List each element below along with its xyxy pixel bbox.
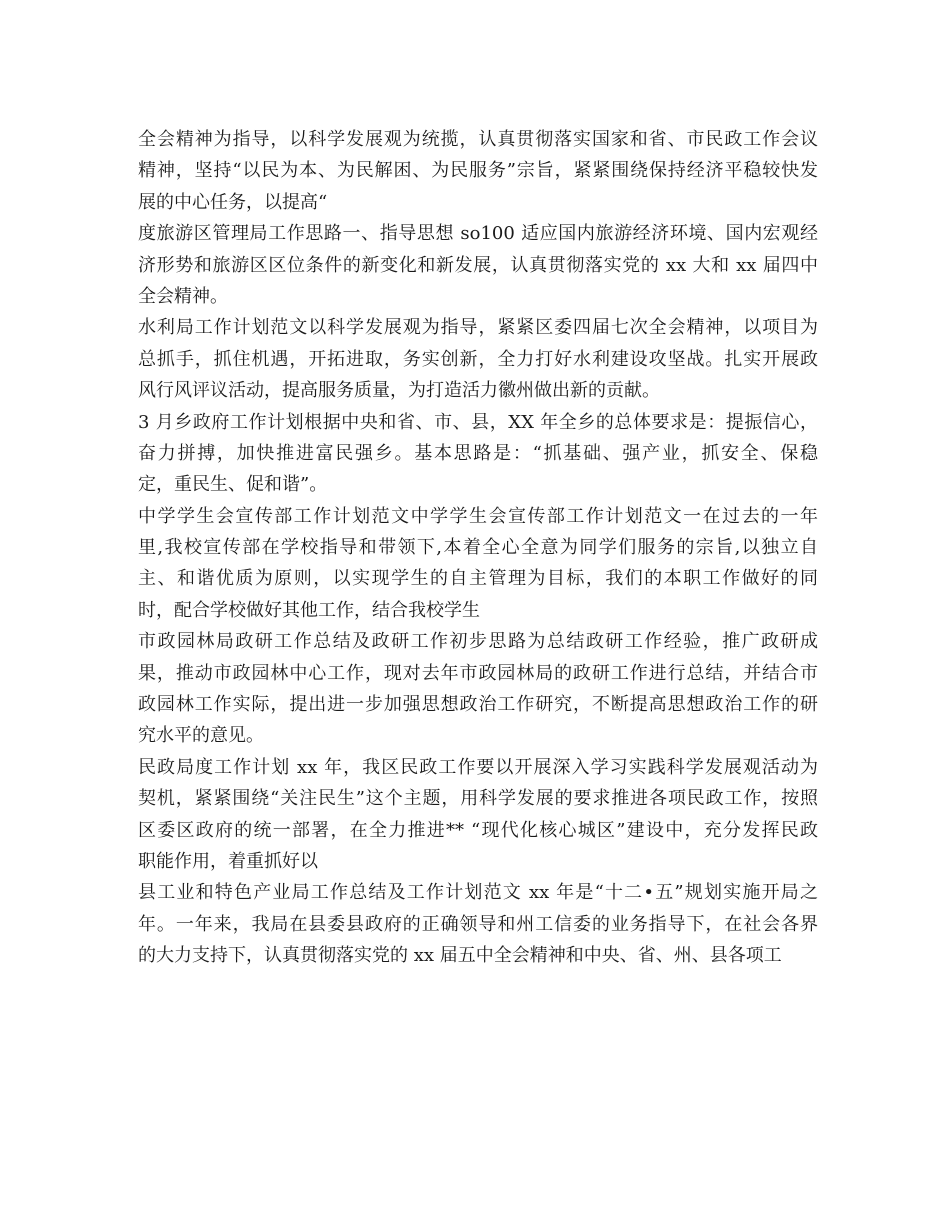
text-line: 度旅游区管理局工作思路一、指导思想 so100 适应国内旅游经济环境、国内宏观经	[138, 223, 818, 245]
document-body	[138, 124, 818, 972]
text-line: 究水平的意见。	[138, 725, 264, 747]
text-line: 精神，坚持“以民为本、为民解困、为民服务”宗旨，紧紧围绕保持经济平稳较快发	[138, 160, 818, 182]
text-line: 奋力拼搏，加快推进富民强乡。基本思路是：“抓基础、强产业，抓安全、保稳	[138, 442, 818, 464]
text-line: 的大力支持下，认真贯彻落实党的 xx 届五中全会精神和中央、省、州、县各项工	[138, 945, 782, 967]
paragraph	[138, 877, 818, 971]
text-line: 市政园林局政研工作总结及政研工作初步思路为总结政研工作经验，推广政研成	[138, 631, 818, 653]
paragraph	[138, 124, 818, 218]
paragraph	[138, 501, 818, 627]
text-line: 3 月乡政府工作计划根据中央和省、市、县，XX 年全乡的总体要求是：提振信心，	[138, 411, 818, 433]
text-line: 时，配合学校做好其他工作，结合我校学生	[138, 599, 480, 621]
text-line: 济形势和旅游区区位条件的新变化和新发展，认真贯彻落实党的 xx 大和 xx 届四中	[138, 254, 818, 276]
text-line: 县工业和特色产业局工作总结及工作计划范文 xx 年是“十二•五”规划实施开局之	[138, 882, 818, 904]
text-line: 全会精神为指导，以科学发展观为统揽，认真贯彻落实国家和省、市民政工作会议	[138, 129, 818, 150]
text-line: 水利局工作计划范文以科学发展观为指导，紧紧区委四届七次全会精神，以项目为	[138, 317, 818, 339]
text-line: 主、和谐优质为原则，以实现学生的自主管理为目标，我们的本职工作做好的同	[138, 568, 818, 590]
paragraph	[138, 407, 818, 501]
text-line: 里,我校宣传部在学校指导和带领下,本着全心全意为同学们服务的宗旨,以独立自	[138, 537, 818, 559]
paragraph	[138, 752, 818, 878]
text-line: 年。一年来，我局在县委县政府的正确领导和州工信委的业务指导下，在社会各界	[138, 913, 818, 935]
text-line: 展的中心任务，以提高“	[138, 191, 328, 213]
text-line: 政园林工作实际，提出进一步加强思想政治工作研究，不断提高思想政治工作的研	[138, 694, 818, 716]
text-line: 果，推动市政园林中心工作，现对去年市政园林局的政研工作进行总结，并结合市	[138, 662, 818, 684]
paragraph	[138, 218, 818, 312]
paragraph	[138, 626, 818, 752]
text-line: 民政局度工作计划 xx 年，我区民政工作要以开展深入学习实践科学发展观活动为	[138, 756, 818, 778]
text-line: 全会精神。	[138, 285, 228, 307]
text-line: 职能作用，着重抓好以	[138, 850, 318, 872]
text-line: 风行风评议活动，提高服务质量，为打造活力徽州做出新的贡献。	[138, 380, 660, 402]
text-line: 契机，紧紧围绕“关注民生”这个主题，用科学发展的要求推进各项民政工作，按照	[138, 788, 818, 810]
text-line: 区委区政府的统一部署，在全力推进** “现代化核心城区”建设中，充分发挥民政	[138, 819, 818, 841]
text-line: 定，重民生、促和谐”。	[138, 474, 328, 496]
text-line: 总抓手，抓住机遇，开拓进取，务实创新，全力打好水利建设攻坚战。扎实开展政	[138, 348, 818, 370]
text-line: 中学学生会宣传部工作计划范文中学学生会宣传部工作计划范文一在过去的一年	[138, 505, 818, 527]
paragraph	[138, 312, 818, 406]
